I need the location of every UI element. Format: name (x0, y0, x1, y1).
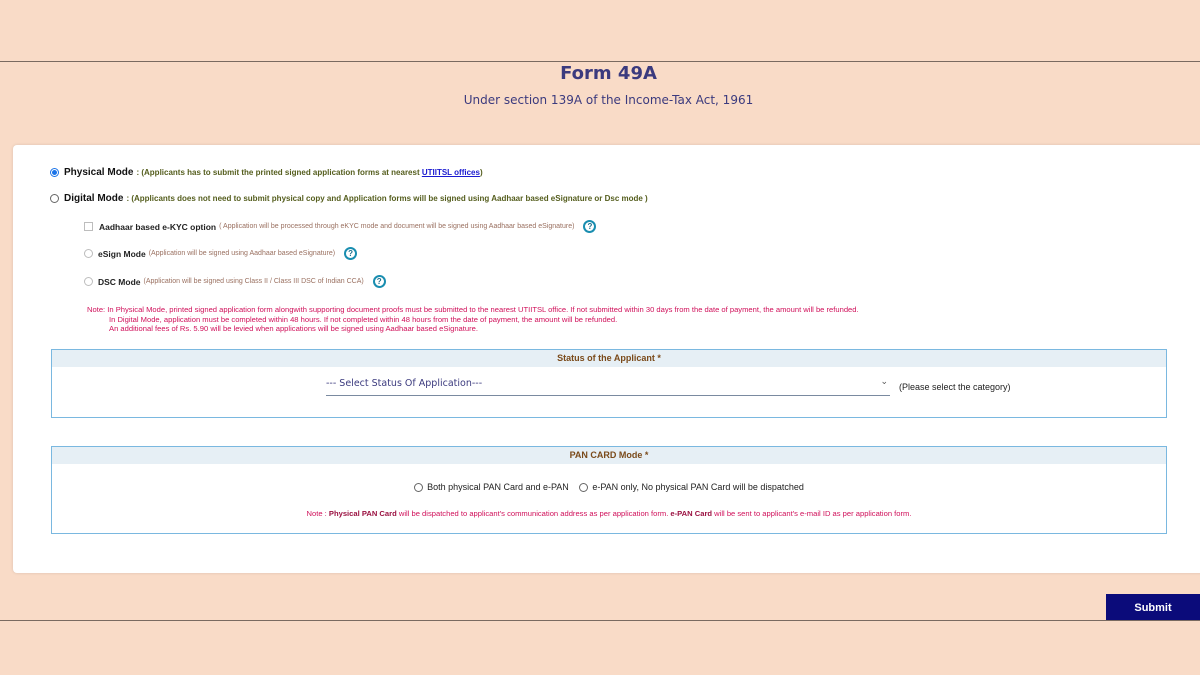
pan-mode-options (52, 482, 1166, 494)
page-subtitle: Under section 139A of the Income-Tax Act, 1961 (463, 93, 754, 107)
help-circle-icon[interactable]: ? (583, 220, 596, 233)
pan-both-label: Both physical PAN Card and e-PAN (427, 482, 569, 492)
digital-mode-label: Digital Mode (64, 193, 124, 204)
pan-epan-radio[interactable] (579, 483, 588, 492)
pan-card-mode-panel (51, 446, 1167, 534)
note-line: Note: In Physical Mode, printed signed application form alongwith supporting document proofs must be submitted to the nearest UTIITSL office. If not submitted within 30 days from the date of payment, the amount will be refunded. (87, 305, 859, 314)
help-circle-icon[interactable]: ? (344, 247, 357, 260)
esign-mode-label: eSign Mode (98, 248, 146, 259)
mode-note (87, 305, 859, 334)
dsc-mode-desc: (Application will be signed using Class II / Class III DSC of Indian CCA) (143, 278, 364, 285)
status-select[interactable] (326, 375, 890, 396)
digital-mode-option[interactable] (50, 193, 648, 204)
dsc-mode-radio[interactable] (84, 277, 93, 286)
note-line: An additional fees of Rs. 5.90 will be levied when applications will be signed using Aadhaar based eSignature. (109, 324, 478, 333)
aadhaar-ekyc-option[interactable] (84, 220, 596, 233)
bottom-divider (0, 620, 1200, 621)
physical-mode-radio[interactable] (50, 168, 59, 177)
dsc-mode-label: DSC Mode (98, 276, 141, 287)
pan-panel-heading: PAN CARD Mode * (52, 447, 1166, 464)
page-title: Form 49A (560, 63, 657, 84)
utiitsl-offices-link[interactable]: UTIITSL offices (421, 168, 480, 177)
physical-mode-label: Physical Mode (64, 167, 134, 178)
aadhaar-ekyc-checkbox[interactable] (84, 222, 93, 231)
status-select-value: --- Select Status Of Application--- (326, 378, 483, 389)
note-line: In Digital Mode, application must be completed within 48 hours. If not completed within 48 hours from the date of payment, the amount will be refunded. (109, 314, 618, 324)
esign-mode-radio[interactable] (84, 249, 93, 258)
pan-option-epan[interactable] (577, 482, 806, 492)
chevron-down-icon: ⌄ (880, 377, 888, 387)
top-divider (0, 61, 1200, 62)
pan-option-both[interactable] (412, 482, 571, 492)
aadhaar-ekyc-label: Aadhaar based e-KYC option (99, 221, 217, 232)
digital-mode-desc: : (Applicants does not need to submit physical copy and Application forms will be signed using Aadhaar based eSignature or Dsc mode ) (126, 194, 648, 203)
help-circle-icon[interactable]: ? (373, 275, 386, 288)
esign-mode-desc: (Application will be signed using Aadhaar based eSignature) (148, 250, 336, 257)
pan-epan-label: e-PAN only, No physical PAN Card will be dispatched (592, 482, 804, 492)
physical-mode-option[interactable] (50, 167, 483, 178)
pan-note: Note : Physical PAN Card will be dispatched to applicant's communication address as per application form. e-PAN Card will be sent to applicant's e-mail ID as per application form. (306, 509, 912, 518)
status-hint: (Please select the category) (899, 382, 1011, 392)
esign-mode-option[interactable] (84, 247, 357, 260)
digital-mode-radio[interactable] (50, 194, 59, 203)
physical-mode-desc: : (Applicants has to submit the printed signed application forms at nearest UTIITSL offices) (136, 168, 483, 177)
status-of-applicant-panel (51, 349, 1167, 418)
aadhaar-ekyc-desc: ( Application will be processed through eKYC mode and document will be signed using Aadhaar based eSignature) (219, 223, 575, 230)
submit-button[interactable]: Submit (1106, 594, 1200, 620)
pan-both-radio[interactable] (414, 483, 423, 492)
status-panel-heading: Status of the Applicant * (52, 350, 1166, 367)
dsc-mode-option[interactable] (84, 275, 386, 288)
